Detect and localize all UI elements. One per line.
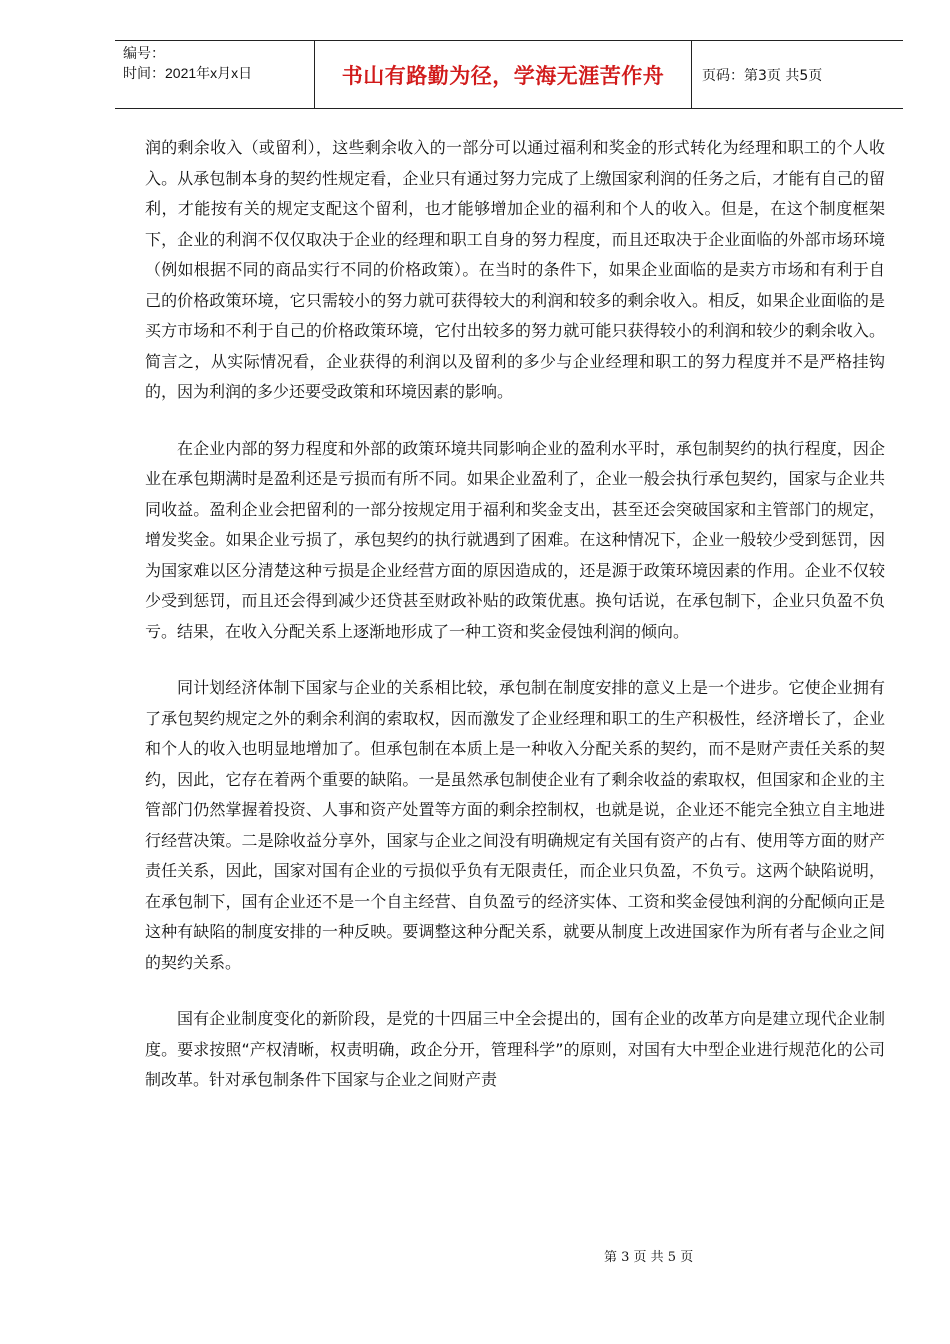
footer-page-number: 第 3 页 共 5 页 [604, 1250, 694, 1265]
page-header [115, 40, 903, 109]
document-body [145, 133, 885, 1122]
body-paragraph-1: 润的剩余收入（或留利），这些剩余收入的一部分可以通过福利和奖金的形式转化为经理和职工的个人收入。从承包制本身的契约性规定看，企业只有通过努力完成了上缴国家利润的任务之后，才能有自己的留利，才能按有关的规定支配这个留利，也才能够增加企业的福利和个人的收入。但是，在这个制度框架下，企业的利润不仅仅取决于企业的经理和职工自身的努力程度，而且还取决于企业面临的外部市场环境（例如根据不同的商品实行不同的价格政策）。在当时的条件下，如果企业面临的是卖方市场和有利于自己的价格政策环境，它只需较小的努力就可获得较大的利润和较多的剩余收入。相反，如果企业面临的是买方市场和不利于自己的价格政策环境，它付出较多的努力就可能只获得较小的利润和较少的剩余收入。简言之，从实际情况看，企业获得的利润以及留利的多少与企业经理和职工的努力程度并不是严格挂钩的，因为利润的多少还要受政策和环境因素的影响。 [145, 138, 885, 401]
body-paragraph-2: 在企业内部的努力程度和外部的政策环境共同影响企业的盈利水平时，承包制契约的执行程度，因企业在承包期满时是盈利还是亏损而有所不同。如果企业盈利了，企业一般会执行承包契约，国家与企业共同收益。盈利企业会把留利的一部分按规定用于福利和奖金支出，甚至还会突破国家和主管部门的规定，增发奖金。如果企业亏损了，承包契约的执行就遇到了困难。在这种情况下，企业一般较少受到惩罚，因为国家难以区分清楚这种亏损是企业经营方面的原因造成的，还是源于政策环境因素的作用。企业不仅较少受到惩罚，而且还会得到减少还贷甚至财政补贴的政策优惠。换句话说，在承包制下，企业只负盈不负亏。结果，在收入分配关系上逐渐地形成了一种工资和奖金侵蚀利润的倾向。 [145, 438, 885, 641]
document-number-label: 编号： [123, 45, 165, 61]
body-paragraph-3: 同计划经济体制下国家与企业的关系相比较，承包制在制度安排的意义上是一个进步。它使企业拥有了承包契约规定之外的剩余利润的索取权，因而激发了企业经理和职工的生产积极性，经济增长了，企业和个人的收入也明显地增加了。但承包制在本质上是一种收入分配关系的契约，而不是财产责任关系的契约，因此，它存在着两个重要的缺陷。一是虽然承包制使企业有了剩余收益的索取权，但国家和企业的主管部门仍然掌握着投资、人事和资产处置等方面的剩余控制权，也就是说，企业还不能完全独立自主地进行经营决策。二是除收益分享外，国家与企业之间没有明确规定有关国有资产的占有、使用等方面的财产责任关系，因此，国家对国有企业的亏损似乎负有无限责任，而企业只负盈，不负亏。这两个缺陷说明，在承包制下，国有企业还不是一个自主经营、自负盈亏的经济实体、工资和奖金侵蚀利润的分配倾向正是这种有缺陷的制度安排的一种反映。要调整这种分配关系，就要从制度上改进国家作为所有者与企业之间的契约关系。 [145, 678, 885, 972]
document-time-label: 时间：2021年x月x日 [123, 65, 253, 81]
header-page-cell [692, 41, 903, 108]
header-motto: 书山有路勤为径，学海无涯苦作舟 [341, 63, 665, 88]
page-footer [604, 1246, 693, 1265]
body-paragraph-4: 国有企业制度变化的新阶段，是党的十四届三中全会提出的，国有企业的改革方向是建立现代企业制度。要求按照“产权清晰，权责明确，政企分开，管理科学”的原则，对国有大中型企业进行规范化的公司制改革。针对承包制条件下国家与企业之间财产责 [145, 1009, 885, 1089]
header-info-cell [115, 41, 315, 108]
header-motto-cell [315, 41, 692, 108]
header-page-code: 页码：第3页 共5页 [702, 67, 823, 84]
